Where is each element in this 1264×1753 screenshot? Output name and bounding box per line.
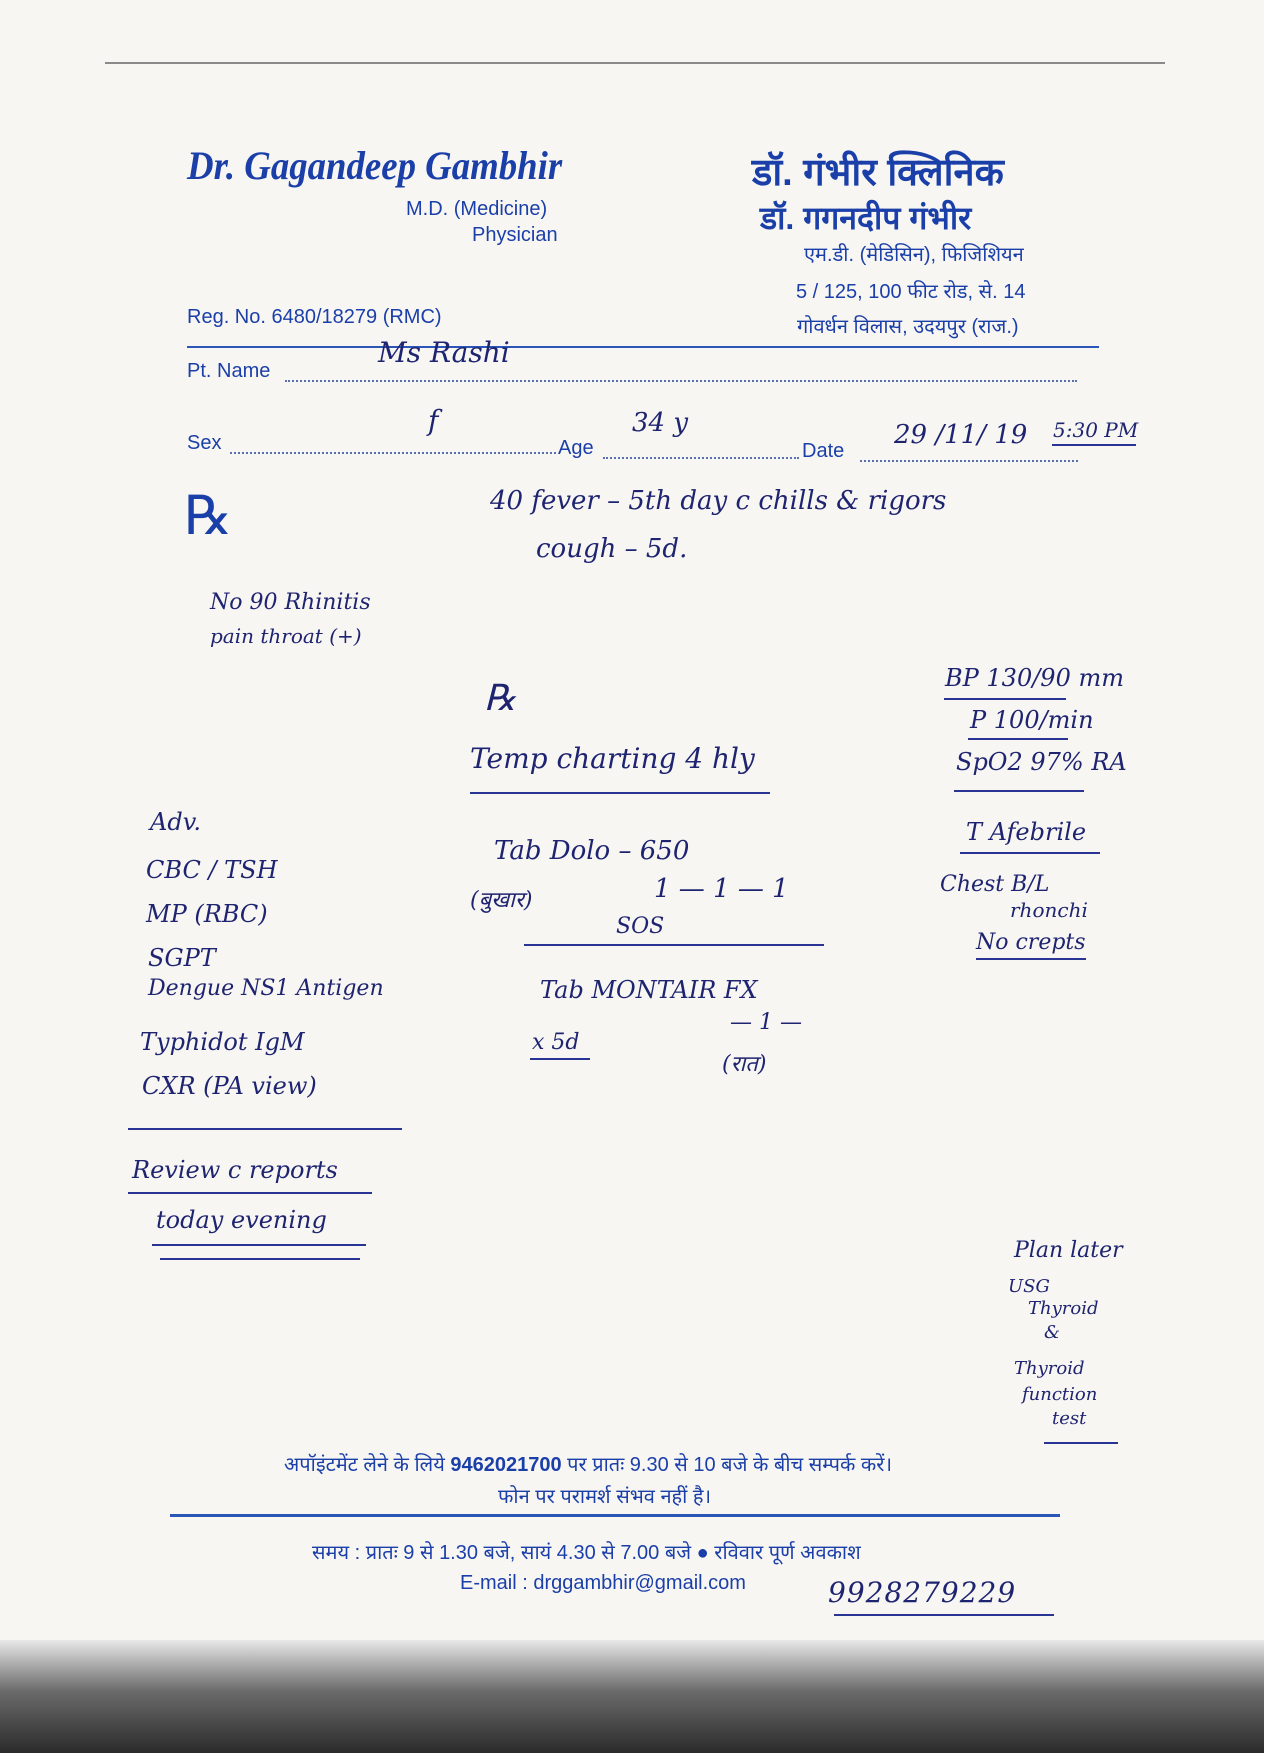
exam-chest: Chest B/L bbox=[940, 872, 1050, 897]
sex-dotline bbox=[230, 452, 556, 454]
advice-item-2: MP (RBC) bbox=[146, 900, 268, 928]
review-underline1 bbox=[128, 1192, 372, 1194]
age-label: Age bbox=[558, 437, 594, 459]
rx-symbol: ℞ bbox=[184, 484, 233, 547]
age-dotline bbox=[603, 457, 799, 459]
plan-line1: Plan later bbox=[1014, 1238, 1123, 1263]
reg-number: Reg. No. 6480/18279 (RMC) bbox=[187, 306, 442, 328]
med2-name: Tab MONTAIR FX bbox=[540, 976, 758, 1004]
advice-item-5: Typhidot IgM bbox=[140, 1028, 305, 1056]
sex-label: Sex bbox=[187, 432, 222, 454]
footer-divider bbox=[170, 1514, 1060, 1517]
vital-pulse: P 100/min bbox=[970, 706, 1094, 734]
age-value: 34 y bbox=[632, 408, 689, 438]
date-label: Date bbox=[802, 440, 845, 462]
exam-crepts-underline bbox=[976, 958, 1086, 960]
vital-pulse-underline bbox=[968, 738, 1068, 740]
temp-charting: Temp charting 4 hly bbox=[470, 742, 755, 775]
scan-shadow bbox=[0, 1640, 1264, 1753]
doctor-name-hi: डॉ. गगनदीप गंभीर bbox=[760, 200, 972, 236]
degree-en: M.D. (Medicine) bbox=[406, 198, 548, 220]
history-line2: pain throat (+) bbox=[210, 624, 362, 648]
doctor-name-en: Dr. Gagandeep Gambhir bbox=[187, 143, 563, 188]
med1-name: Tab Dolo – 650 bbox=[494, 836, 690, 866]
address-line2-hi: गोवर्धन विलास, उदयपुर (राज.) bbox=[797, 316, 1019, 338]
pt-name-dotline bbox=[285, 380, 1077, 382]
med2-duration: x 5d bbox=[532, 1030, 580, 1055]
appointment-line bbox=[284, 1450, 892, 1477]
med1-sos: SOS bbox=[616, 914, 665, 939]
clinic-name-hi: डॉ. गंभीर क्लिनिक bbox=[752, 152, 1004, 194]
exam-crepts: No crepts bbox=[976, 930, 1086, 955]
med2-dose: — 1 — bbox=[730, 1010, 802, 1035]
date-dotline bbox=[860, 460, 1078, 462]
history-line1: No 90 Rhinitis bbox=[210, 590, 371, 615]
med1-timing: (बुखार) bbox=[470, 888, 533, 913]
temp-charting-underline bbox=[470, 792, 770, 794]
vital-spo2-underline bbox=[954, 790, 1084, 792]
complaint-line1: 40 fever – 5th day c chills & rigors bbox=[490, 486, 947, 516]
plan-line6: function bbox=[1022, 1384, 1098, 1405]
med2-timing: (रात) bbox=[722, 1052, 767, 1077]
time-underline bbox=[1052, 444, 1136, 446]
header-divider bbox=[187, 346, 1099, 348]
plan-underline bbox=[1044, 1442, 1118, 1444]
time-value: 5:30 PM bbox=[1053, 418, 1139, 442]
role-en: Physician bbox=[472, 224, 558, 246]
advice-underline bbox=[128, 1128, 402, 1130]
exam-afebrile: T Afebrile bbox=[966, 818, 1087, 846]
plan-line7: test bbox=[1052, 1408, 1087, 1429]
appointment-phone: 9462021700 bbox=[450, 1454, 562, 1476]
plan-line5: Thyroid bbox=[1014, 1358, 1085, 1379]
email-line: E-mail : drggambhir@gmail.com bbox=[460, 1572, 746, 1594]
advice-title: Adv. bbox=[150, 808, 202, 836]
handwritten-phone: 9928279229 bbox=[828, 1576, 1017, 1609]
timings-line: समय : प्रातः 9 से 1.30 बजे, सायं 4.30 से 7.00 बजे ● रविवार पूर्ण अवकाश bbox=[312, 1542, 861, 1564]
address-line1-hi: 5 / 125, 100 फीट रोड, से. 14 bbox=[796, 281, 1026, 303]
vital-spo2: SpO2 97% RA bbox=[956, 748, 1127, 776]
advice-item-6: CXR (PA view) bbox=[142, 1072, 317, 1100]
plan-line2: USG bbox=[1008, 1276, 1050, 1297]
review-line2: today evening bbox=[156, 1206, 327, 1234]
advice-item-4: Dengue NS1 Antigen bbox=[148, 976, 384, 1001]
med1-underline bbox=[524, 944, 824, 946]
top-border-line bbox=[105, 62, 1165, 64]
degree-hi: एम.डी. (मेडिसिन), फिजिशियन bbox=[804, 244, 1024, 266]
vital-bp-underline bbox=[944, 698, 1066, 700]
pt-name-value: Ms Rashi bbox=[378, 336, 510, 369]
med2-duration-underline bbox=[530, 1058, 590, 1060]
complaint-line2: cough – 5d. bbox=[536, 534, 688, 564]
appointment-prefix: अपॉइंटमेंट लेने के लिये bbox=[284, 1454, 451, 1476]
exam-rhonchi: rhonchi bbox=[1010, 898, 1088, 922]
review-underline2 bbox=[152, 1244, 366, 1246]
pt-name-label: Pt. Name bbox=[187, 360, 271, 382]
med1-dose: 1 — 1 — 1 bbox=[654, 874, 789, 904]
rx2-symbol: ℞ bbox=[484, 678, 517, 719]
appointment-suffix: पर प्रातः 9.30 से 10 बजे के बीच सम्पर्क करें। bbox=[561, 1454, 893, 1476]
sex-value: f bbox=[428, 404, 439, 437]
phone-note: फोन पर परामर्श संभव नहीं है। bbox=[498, 1486, 712, 1508]
plan-line3: Thyroid bbox=[1028, 1298, 1099, 1319]
review-underline3 bbox=[160, 1258, 360, 1260]
vital-bp: BP 130/90 mm bbox=[945, 664, 1124, 692]
plan-line4: & bbox=[1044, 1322, 1061, 1343]
review-line1: Review c reports bbox=[132, 1156, 338, 1184]
advice-item-3: SGPT bbox=[148, 944, 216, 972]
handwritten-phone-underline bbox=[834, 1614, 1054, 1616]
advice-item-1: CBC / TSH bbox=[146, 856, 278, 884]
exam-afebrile-underline bbox=[960, 852, 1100, 854]
date-value: 29 /11/ 19 bbox=[894, 420, 1028, 450]
